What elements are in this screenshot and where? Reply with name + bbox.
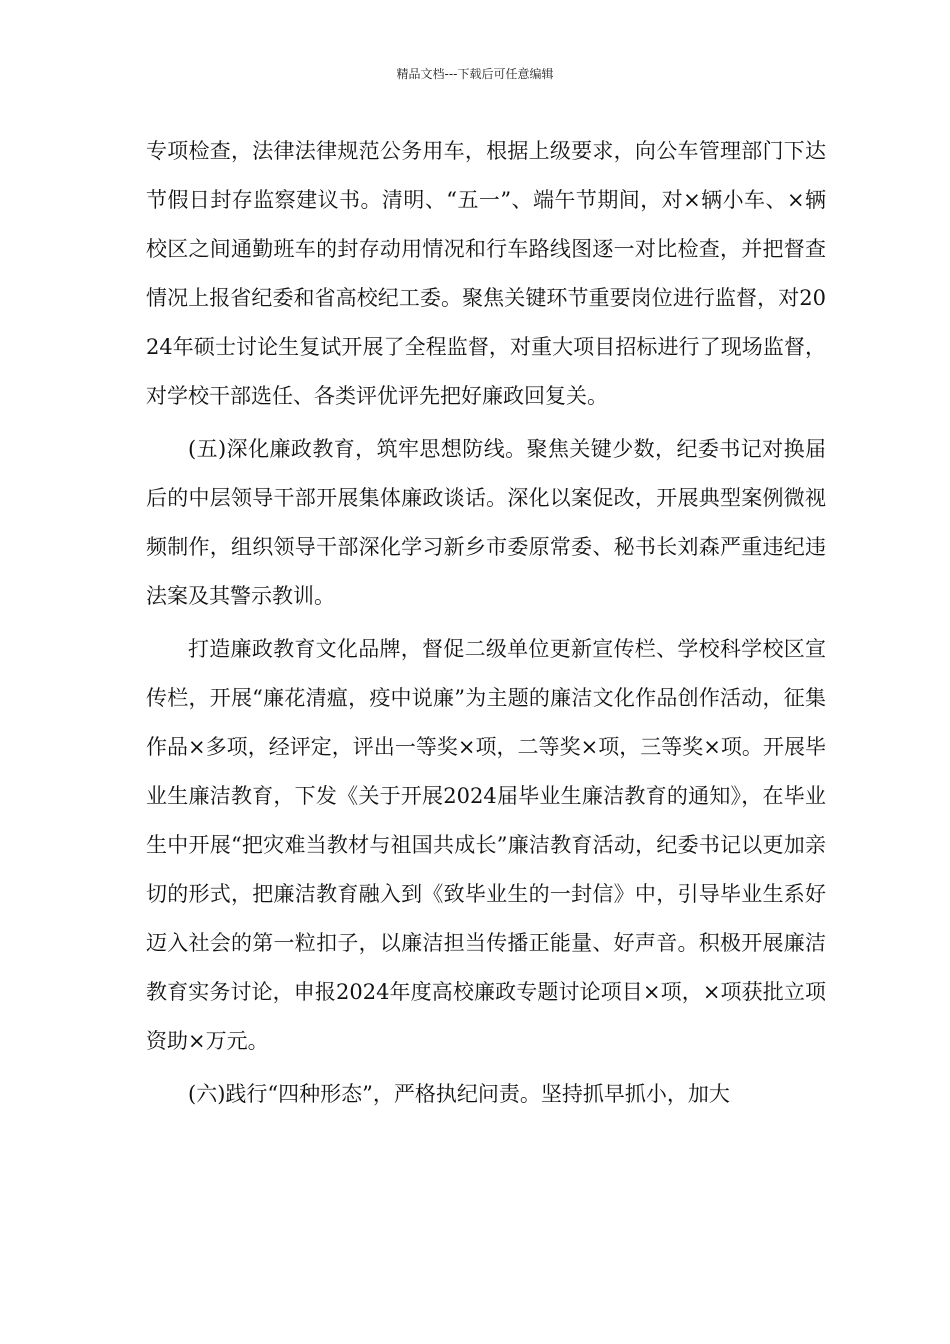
paragraph-section-six: (六)践行“四种形态”，严格执纪问责。坚持抓早抓小，加大: [188, 1082, 730, 1106]
paragraph-section-five: (五)深化廉政教育，筑牢思想防线。聚焦关键少数，纪委书记对换届后的中层领导干部开展集体廉政谈话。深化以案促改，开展典型案例微视频制作，组织领导干部深化学习新乡市委原常委、秘书长刘森严重违纪违法案及其警示教训。: [146, 437, 826, 608]
document-body: [146, 127, 826, 1119]
paragraph-continuation: 专项检查，法律法律规范公务用车，根据上级要求，向公车管理部门下达节假日封存监察建议书。清明、“五一”、端午节期间，对×辆小车、×辆校区之间通勤班车的封存动用情况和行车路线图逐一对比检查，并把督查情况上报省纪委和省高校纪工委。聚焦关键环节重要岗位进行监督，对2024年硕士讨论生复试开展了全程监督，对重大项目招标进行了现场监督，对学校干部选任、各类评优评先把好廉政回复关。: [146, 139, 826, 408]
page-header: 精品文档---下载后可任意编辑: [396, 67, 554, 81]
paragraph-culture-brand: 打造廉政教育文化品牌，督促二级单位更新宣传栏、学校科学校区宣传栏，开展“廉花清瘟，疫中说廉”为主题的廉洁文化作品创作活动，征集作品×多项，经评定，评出一等奖×项，二等奖×项，三等奖×项。开展毕业生廉洁教育，下发《关于开展2024届毕业生廉洁教育的通知》，在毕业生中开展“把灾难当教材与祖国共成长”廉洁教育活动，纪委书记以更加亲切的形式，把廉洁教育融入到《致毕业生的一封信》中，引导毕业生系好迈入社会的第一粒扣子，以廉洁担当传播正能量、好声音。积极开展廉洁教育实务讨论，申报2024年度高校廉政专题讨论项目×项，×项获批立项资助×万元。: [146, 637, 826, 1053]
